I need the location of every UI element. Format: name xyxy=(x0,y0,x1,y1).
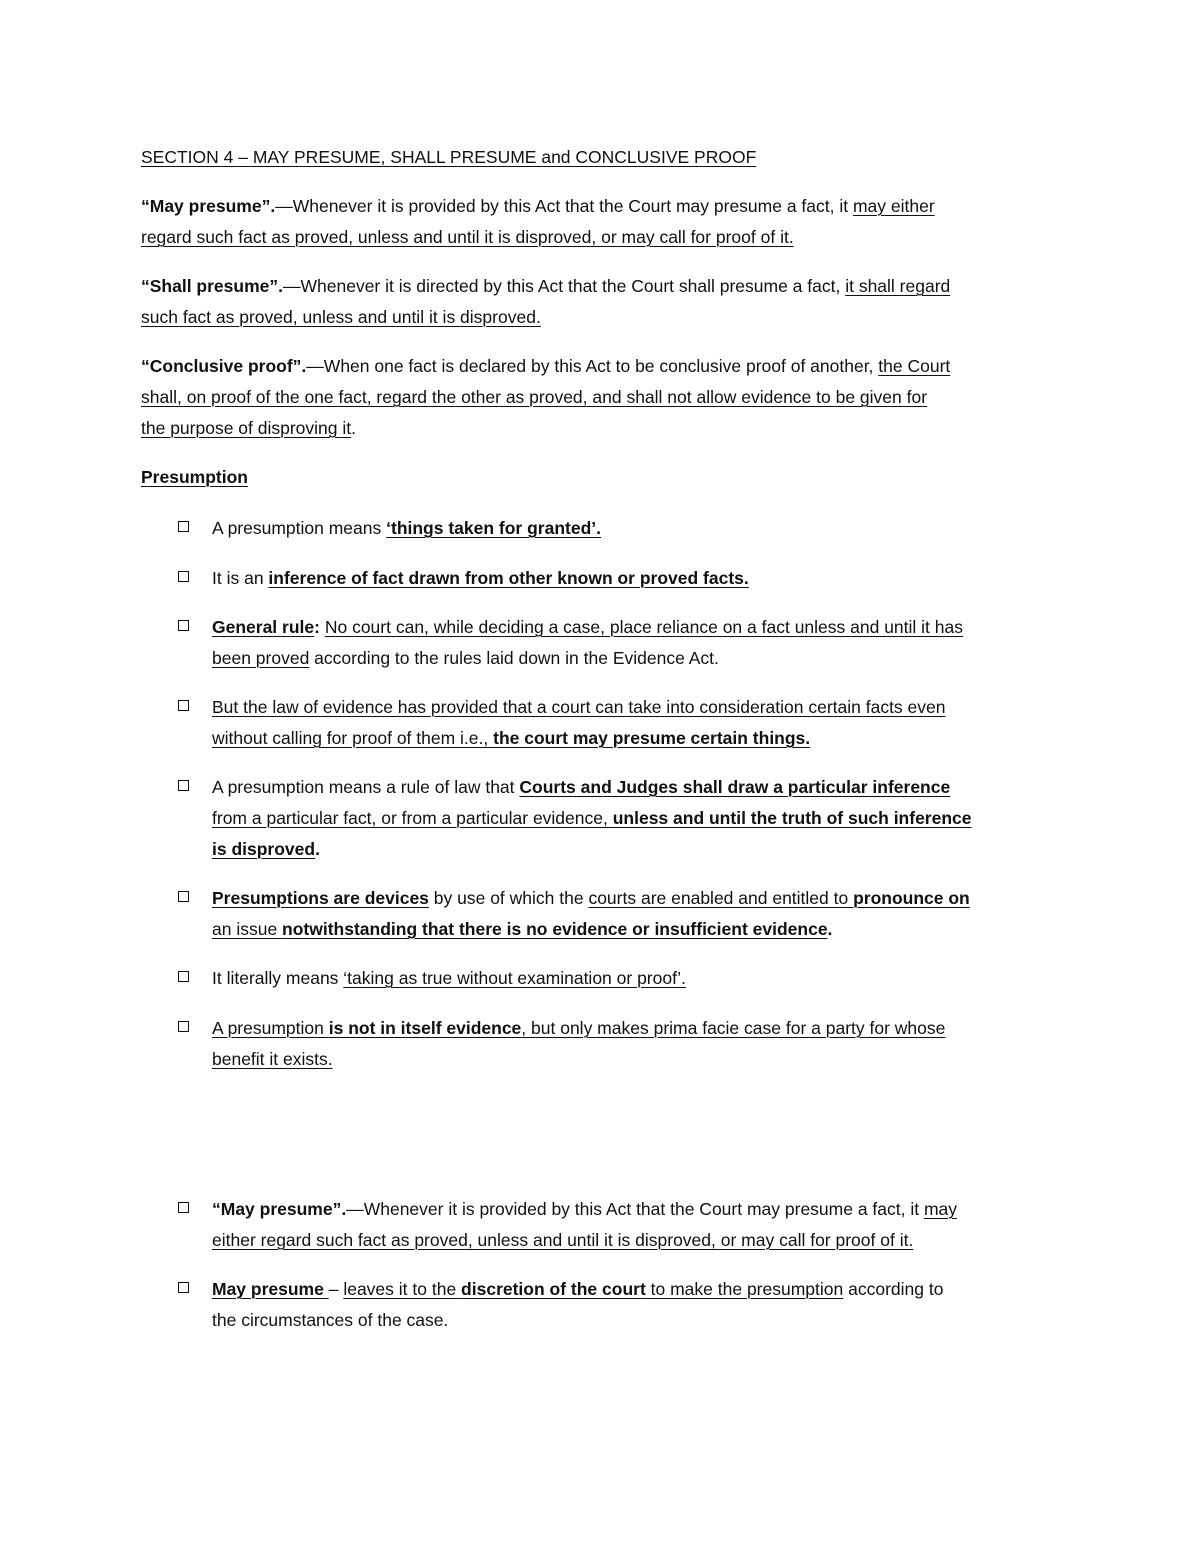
list-item-cont: the circumstances of the case. xyxy=(212,1310,449,1330)
checkbox-bullet-icon xyxy=(178,1021,189,1032)
list-item-cont: an issue notwithstanding that there is no evidence or insufficient evidence. xyxy=(212,919,833,939)
list-item: It literally means ‘taking as true without examination or proof’. xyxy=(212,968,687,988)
list-item: It is an inference of fact drawn from other known or proved facts. xyxy=(212,568,749,588)
shall-presume-definition: “Shall presume”.—Whenever it is directed by this Act that the Court shall presume a fact, it shall regard xyxy=(141,276,951,296)
may-presume-definition-cont: regard such fact as proved, unless and until it is disproved, or may call for proof of it. xyxy=(141,227,794,247)
checkbox-bullet-icon xyxy=(178,971,189,982)
checkbox-bullet-icon xyxy=(178,571,189,582)
list-item-cont: been proved according to the rules laid down in the Evidence Act. xyxy=(212,648,719,668)
presumption-heading: Presumption xyxy=(141,467,248,487)
list-item: A presumption means ‘things taken for granted’. xyxy=(212,518,602,538)
list-item-cont: without calling for proof of them i.e., the court may presume certain things. xyxy=(212,728,811,748)
checkbox-bullet-icon xyxy=(178,780,189,791)
list-item: Presumptions are devices by use of which the courts are enabled and entitled to pronounce on xyxy=(212,888,970,908)
list-item: A presumption means a rule of law that Courts and Judges shall draw a particular inference xyxy=(212,777,951,797)
checkbox-bullet-icon xyxy=(178,620,189,631)
list-item: General rule: No court can, while deciding a case, place reliance on a fact unless and until it has xyxy=(212,617,963,637)
checkbox-bullet-icon xyxy=(178,1282,189,1293)
section-heading: SECTION 4 – MAY PRESUME, SHALL PRESUME and CONCLUSIVE PROOF xyxy=(141,147,757,167)
list-item: But the law of evidence has provided that a court can take into consideration certain facts even xyxy=(212,697,946,717)
conclusive-proof-definition: “Conclusive proof”.—When one fact is declared by this Act to be conclusive proof of another, the Court xyxy=(141,356,951,376)
list-item-cont: is disproved. xyxy=(212,839,320,859)
checkbox-bullet-icon xyxy=(178,891,189,902)
list-item: May presume – leaves it to the discretion of the court to make the presumption according to xyxy=(212,1279,944,1299)
list-item-cont: from a particular fact, or from a particular evidence, unless and until the truth of such inference xyxy=(212,808,972,828)
conclusive-proof-definition-cont: shall, on proof of the one fact, regard the other as proved, and shall not allow evidence to be given for xyxy=(141,387,928,407)
shall-presume-term: “Shall presume”. xyxy=(141,276,283,296)
may-presume-term: “May presume”. xyxy=(141,196,276,216)
conclusive-proof-definition-cont2: the purpose of disproving it. xyxy=(141,418,357,438)
checkbox-bullet-icon xyxy=(178,521,189,532)
list-item-cont: either regard such fact as proved, unless and until it is disproved, or may call for proof of it. xyxy=(212,1230,914,1250)
checkbox-bullet-icon xyxy=(178,1202,189,1213)
list-item: A presumption is not in itself evidence, but only makes prima facie case for a party for whose xyxy=(212,1018,946,1038)
may-presume-definition: “May presume”.—Whenever it is provided by this Act that the Court may presume a fact, it may either xyxy=(141,196,935,216)
shall-presume-definition-cont: such fact as proved, unless and until it is disproved. xyxy=(141,307,541,327)
list-item: “May presume”.—Whenever it is provided by this Act that the Court may presume a fact, it may xyxy=(212,1199,958,1219)
checkbox-bullet-icon xyxy=(178,700,189,711)
conclusive-proof-term: “Conclusive proof”. xyxy=(141,356,307,376)
list-item-cont: benefit it exists. xyxy=(212,1049,333,1069)
